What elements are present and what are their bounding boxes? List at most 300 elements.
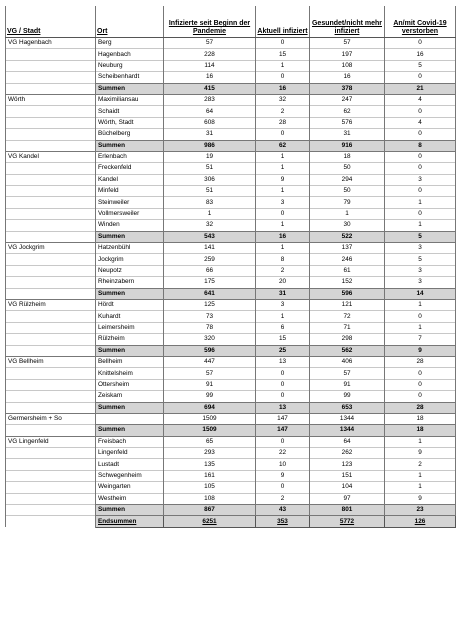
verstorben-cell: 1 — [385, 322, 456, 333]
header-gesundet: Gesundet/nicht mehr infiziert — [310, 6, 385, 38]
verstorben-cell: 0 — [385, 129, 456, 140]
summen-label: Summen — [96, 83, 164, 94]
summen-gesundet-cell: 653 — [310, 402, 385, 413]
ort-cell: Scheibenhardt — [96, 72, 164, 83]
ort-cell: Erlenbach — [96, 151, 164, 162]
gesundet-cell: 62 — [310, 106, 385, 117]
aktuell-cell: 1 — [256, 243, 310, 254]
gesundet-cell: 50 — [310, 186, 385, 197]
aktuell-cell: 0 — [256, 482, 310, 493]
verstorben-cell: 0 — [385, 186, 456, 197]
vg-stadt-cell — [6, 254, 96, 265]
gesundet-cell: 99 — [310, 391, 385, 402]
aktuell-cell: 2 — [256, 493, 310, 504]
infizierte-cell: 175 — [164, 277, 256, 288]
gesundet-cell: 137 — [310, 243, 385, 254]
summen-infizierte-cell: 543 — [164, 231, 256, 242]
table-body — [6, 38, 456, 528]
verstorben-cell: 0 — [385, 391, 456, 402]
aktuell-cell: 3 — [256, 299, 310, 310]
vg-stadt-cell: VG Hagenbach — [6, 38, 96, 49]
table-row — [6, 413, 456, 424]
vg-stadt-cell: VG Jockgrim — [6, 243, 96, 254]
gesundet-cell: 104 — [310, 482, 385, 493]
summen-verstorben-cell: 14 — [385, 288, 456, 299]
summen-row — [6, 345, 456, 356]
summen-aktuell-cell: 31 — [256, 288, 310, 299]
infizierte-cell: 91 — [164, 379, 256, 390]
aktuell-cell: 3 — [256, 197, 310, 208]
summen-verstorben-cell: 9 — [385, 345, 456, 356]
gesundet-cell: 151 — [310, 470, 385, 481]
table-row — [6, 60, 456, 71]
table-row — [6, 379, 456, 390]
infizierte-cell: 141 — [164, 243, 256, 254]
gesundet-cell: 121 — [310, 299, 385, 310]
endsummen-verstorben-cell: 126 — [385, 516, 456, 527]
infizierte-cell: 447 — [164, 356, 256, 367]
vg-stadt-cell — [6, 311, 96, 322]
table-row — [6, 459, 456, 470]
aktuell-cell: 1 — [256, 220, 310, 231]
ort-cell — [96, 413, 164, 424]
infizierte-cell: 228 — [164, 49, 256, 60]
verstorben-cell: 4 — [385, 94, 456, 105]
header-infizierte: Infizierte seit Beginn der Pandemie — [164, 6, 256, 38]
infizierte-cell: 73 — [164, 311, 256, 322]
verstorben-cell: 7 — [385, 334, 456, 345]
aktuell-cell: 0 — [256, 379, 310, 390]
ort-cell: Weingarten — [96, 482, 164, 493]
ort-cell: Minfeld — [96, 186, 164, 197]
verstorben-cell: 9 — [385, 448, 456, 459]
vg-stadt-cell — [6, 493, 96, 504]
header-aktuell: Aktuell infiziert — [256, 6, 310, 38]
aktuell-cell: 1 — [256, 163, 310, 174]
infizierte-cell: 259 — [164, 254, 256, 265]
verstorben-cell: 1 — [385, 299, 456, 310]
ort-cell: Jockgrim — [96, 254, 164, 265]
vg-stadt-cell — [6, 72, 96, 83]
ort-cell: Winden — [96, 220, 164, 231]
table-row — [6, 277, 456, 288]
ort-cell: Kandel — [96, 174, 164, 185]
verstorben-cell: 0 — [385, 311, 456, 322]
aktuell-cell: 32 — [256, 94, 310, 105]
infizierte-cell: 283 — [164, 94, 256, 105]
vg-stadt-cell — [6, 391, 96, 402]
summen-verstorben-cell: 28 — [385, 402, 456, 413]
table-row — [6, 334, 456, 345]
gesundet-cell: 50 — [310, 163, 385, 174]
vg-stadt-cell — [6, 197, 96, 208]
summen-aktuell-cell: 13 — [256, 402, 310, 413]
aktuell-cell: 2 — [256, 265, 310, 276]
infizierte-cell: 1509 — [164, 413, 256, 424]
ort-cell: Kuhardt — [96, 311, 164, 322]
summen-verstorben-cell: 5 — [385, 231, 456, 242]
vg-stadt-cell — [6, 208, 96, 219]
ort-cell: Rülzheim — [96, 334, 164, 345]
summen-infizierte-cell: 986 — [164, 140, 256, 151]
vg-stadt-cell: Germersheim + So — [6, 413, 96, 424]
summen-gesundet-cell: 596 — [310, 288, 385, 299]
gesundet-cell: 71 — [310, 322, 385, 333]
aktuell-cell: 10 — [256, 459, 310, 470]
infizierte-cell: 57 — [164, 38, 256, 49]
infizierte-cell: 32 — [164, 220, 256, 231]
infizierte-cell: 114 — [164, 60, 256, 71]
verstorben-cell: 3 — [385, 265, 456, 276]
verstorben-cell: 1 — [385, 220, 456, 231]
gesundet-cell: 16 — [310, 72, 385, 83]
aktuell-cell: 1 — [256, 60, 310, 71]
vg-stadt-cell — [6, 49, 96, 60]
ort-cell: Hatzenbühl — [96, 243, 164, 254]
ort-cell: Freckenfeld — [96, 163, 164, 174]
ort-cell: Schwegenheim — [96, 470, 164, 481]
endsummen-gesundet-cell: 5772 — [310, 516, 385, 527]
gesundet-cell: 197 — [310, 49, 385, 60]
vg-stadt-cell — [6, 345, 96, 356]
aktuell-cell: 1 — [256, 151, 310, 162]
infizierte-cell: 64 — [164, 106, 256, 117]
covid-statistics-sheet — [5, 6, 456, 528]
verstorben-cell: 3 — [385, 277, 456, 288]
infizierte-cell: 99 — [164, 391, 256, 402]
endsummen-label: Endsummen — [96, 516, 164, 527]
summen-label: Summen — [96, 425, 164, 436]
aktuell-cell: 28 — [256, 117, 310, 128]
vg-stadt-cell — [6, 470, 96, 481]
summen-infizierte-cell: 596 — [164, 345, 256, 356]
aktuell-cell: 9 — [256, 470, 310, 481]
verstorben-cell: 0 — [385, 72, 456, 83]
verstorben-cell: 16 — [385, 49, 456, 60]
summen-aktuell-cell: 147 — [256, 425, 310, 436]
aktuell-cell: 15 — [256, 49, 310, 60]
aktuell-cell: 0 — [256, 129, 310, 140]
summen-verstorben-cell: 8 — [385, 140, 456, 151]
vg-stadt-cell — [6, 163, 96, 174]
gesundet-cell: 57 — [310, 368, 385, 379]
infizierte-cell: 51 — [164, 163, 256, 174]
table-row — [6, 243, 456, 254]
aktuell-cell: 0 — [256, 38, 310, 49]
ort-cell: Westheim — [96, 493, 164, 504]
gesundet-cell: 57 — [310, 38, 385, 49]
table-row — [6, 254, 456, 265]
gesundet-cell: 61 — [310, 265, 385, 276]
vg-stadt-cell — [6, 482, 96, 493]
verstorben-cell: 3 — [385, 243, 456, 254]
gesundet-cell: 30 — [310, 220, 385, 231]
aktuell-cell: 147 — [256, 413, 310, 424]
table-row — [6, 448, 456, 459]
summen-label: Summen — [96, 345, 164, 356]
verstorben-cell: 28 — [385, 356, 456, 367]
table-row — [6, 391, 456, 402]
gesundet-cell: 262 — [310, 448, 385, 459]
table-row — [6, 94, 456, 105]
summen-aktuell-cell: 16 — [256, 231, 310, 242]
summen-aktuell-cell: 16 — [256, 83, 310, 94]
infizierte-cell: 108 — [164, 493, 256, 504]
aktuell-cell: 9 — [256, 174, 310, 185]
table-row — [6, 106, 456, 117]
ort-cell: Rheinzabern — [96, 277, 164, 288]
ort-cell: Leimersheim — [96, 322, 164, 333]
summen-row — [6, 231, 456, 242]
table-row — [6, 197, 456, 208]
gesundet-cell: 72 — [310, 311, 385, 322]
gesundet-cell: 294 — [310, 174, 385, 185]
verstorben-cell: 1 — [385, 436, 456, 447]
summen-row — [6, 505, 456, 516]
table-row — [6, 163, 456, 174]
aktuell-cell: 0 — [256, 208, 310, 219]
vg-stadt-cell — [6, 83, 96, 94]
infizierte-cell: 57 — [164, 368, 256, 379]
vg-stadt-cell — [6, 505, 96, 516]
summen-infizierte-cell: 415 — [164, 83, 256, 94]
vg-stadt-cell — [6, 368, 96, 379]
vg-stadt-cell — [6, 425, 96, 436]
ort-cell: Lustadt — [96, 459, 164, 470]
table-row — [6, 311, 456, 322]
summen-row — [6, 425, 456, 436]
table-row — [6, 49, 456, 60]
infizierte-cell: 135 — [164, 459, 256, 470]
vg-stadt-cell — [6, 402, 96, 413]
header-ort: Ort — [96, 6, 164, 38]
verstorben-cell: 5 — [385, 254, 456, 265]
gesundet-cell: 246 — [310, 254, 385, 265]
gesundet-cell: 406 — [310, 356, 385, 367]
summen-label: Summen — [96, 402, 164, 413]
summen-gesundet-cell: 378 — [310, 83, 385, 94]
summen-label: Summen — [96, 140, 164, 151]
vg-stadt-cell — [6, 379, 96, 390]
gesundet-cell: 298 — [310, 334, 385, 345]
vg-stadt-cell — [6, 106, 96, 117]
endsummen-infizierte-cell: 6251 — [164, 516, 256, 527]
aktuell-cell: 0 — [256, 391, 310, 402]
summen-row — [6, 83, 456, 94]
vg-stadt-cell — [6, 322, 96, 333]
infizierte-cell: 306 — [164, 174, 256, 185]
gesundet-cell: 576 — [310, 117, 385, 128]
verstorben-cell: 3 — [385, 174, 456, 185]
summen-infizierte-cell: 867 — [164, 505, 256, 516]
summen-aktuell-cell: 43 — [256, 505, 310, 516]
aktuell-cell: 8 — [256, 254, 310, 265]
gesundet-cell: 123 — [310, 459, 385, 470]
vg-stadt-cell — [6, 277, 96, 288]
vg-stadt-cell — [6, 288, 96, 299]
aktuell-cell: 0 — [256, 72, 310, 83]
vg-stadt-cell — [6, 174, 96, 185]
gesundet-cell: 152 — [310, 277, 385, 288]
table-row — [6, 72, 456, 83]
vg-stadt-cell — [6, 334, 96, 345]
aktuell-cell: 22 — [256, 448, 310, 459]
covid-statistics-table — [5, 6, 456, 528]
summen-gesundet-cell: 916 — [310, 140, 385, 151]
vg-stadt-cell — [6, 140, 96, 151]
summen-row — [6, 140, 456, 151]
summen-gesundet-cell: 801 — [310, 505, 385, 516]
ort-cell: Büchelberg — [96, 129, 164, 140]
vg-stadt-cell — [6, 448, 96, 459]
table-row — [6, 322, 456, 333]
vg-stadt-cell — [6, 516, 96, 527]
ort-cell: Freisbach — [96, 436, 164, 447]
vg-stadt-cell — [6, 459, 96, 470]
table-row — [6, 356, 456, 367]
infizierte-cell: 66 — [164, 265, 256, 276]
table-row — [6, 129, 456, 140]
summen-gesundet-cell: 1344 — [310, 425, 385, 436]
verstorben-cell: 18 — [385, 413, 456, 424]
summen-infizierte-cell: 641 — [164, 288, 256, 299]
ort-cell: Knittelsheim — [96, 368, 164, 379]
vg-stadt-cell: VG Bellheim — [6, 356, 96, 367]
table-row — [6, 174, 456, 185]
verstorben-cell: 4 — [385, 117, 456, 128]
ort-cell: Maximiliansau — [96, 94, 164, 105]
endsummen-aktuell-cell: 353 — [256, 516, 310, 527]
ort-cell: Berg — [96, 38, 164, 49]
vg-stadt-cell — [6, 220, 96, 231]
summen-label: Summen — [96, 505, 164, 516]
endsummen-row — [6, 516, 456, 527]
aktuell-cell: 15 — [256, 334, 310, 345]
infizierte-cell: 320 — [164, 334, 256, 345]
verstorben-cell: 0 — [385, 163, 456, 174]
header-verstorben: An/mit Covid-19 verstorben — [385, 6, 456, 38]
table-row — [6, 368, 456, 379]
ort-cell: Wörth, Stadt — [96, 117, 164, 128]
summen-verstorben-cell: 21 — [385, 83, 456, 94]
summen-label: Summen — [96, 288, 164, 299]
summen-aktuell-cell: 62 — [256, 140, 310, 151]
infizierte-cell: 31 — [164, 129, 256, 140]
vg-stadt-cell — [6, 117, 96, 128]
ort-cell: Lingenfeld — [96, 448, 164, 459]
aktuell-cell: 6 — [256, 322, 310, 333]
verstorben-cell: 0 — [385, 368, 456, 379]
ort-cell: Ottersheim — [96, 379, 164, 390]
summen-infizierte-cell: 1509 — [164, 425, 256, 436]
gesundet-cell: 79 — [310, 197, 385, 208]
header-vg-stadt: VG / Stadt — [6, 6, 96, 38]
vg-stadt-cell — [6, 60, 96, 71]
vg-stadt-cell: Wörth — [6, 94, 96, 105]
table-row — [6, 186, 456, 197]
aktuell-cell: 0 — [256, 368, 310, 379]
infizierte-cell: 125 — [164, 299, 256, 310]
ort-cell: Neuburg — [96, 60, 164, 71]
gesundet-cell: 91 — [310, 379, 385, 390]
aktuell-cell: 0 — [256, 436, 310, 447]
verstorben-cell: 0 — [385, 106, 456, 117]
verstorben-cell: 1 — [385, 482, 456, 493]
verstorben-cell: 9 — [385, 493, 456, 504]
ort-cell: Schaidt — [96, 106, 164, 117]
infizierte-cell: 16 — [164, 72, 256, 83]
ort-cell: Zeiskam — [96, 391, 164, 402]
table-row — [6, 151, 456, 162]
aktuell-cell: 1 — [256, 186, 310, 197]
gesundet-cell: 247 — [310, 94, 385, 105]
gesundet-cell: 1 — [310, 208, 385, 219]
summen-gesundet-cell: 522 — [310, 231, 385, 242]
ort-cell: Hagenbach — [96, 49, 164, 60]
verstorben-cell: 0 — [385, 379, 456, 390]
infizierte-cell: 83 — [164, 197, 256, 208]
gesundet-cell: 97 — [310, 493, 385, 504]
vg-stadt-cell: VG Kandel — [6, 151, 96, 162]
summen-row — [6, 288, 456, 299]
table-row — [6, 117, 456, 128]
infizierte-cell: 293 — [164, 448, 256, 459]
header-row — [6, 6, 456, 38]
verstorben-cell: 1 — [385, 470, 456, 481]
vg-stadt-cell: VG Rülzheim — [6, 299, 96, 310]
gesundet-cell: 18 — [310, 151, 385, 162]
infizierte-cell: 51 — [164, 186, 256, 197]
infizierte-cell: 78 — [164, 322, 256, 333]
summen-gesundet-cell: 562 — [310, 345, 385, 356]
table-row — [6, 38, 456, 49]
ort-cell: Bellheim — [96, 356, 164, 367]
table-row — [6, 436, 456, 447]
ort-cell: Steinweiler — [96, 197, 164, 208]
infizierte-cell: 161 — [164, 470, 256, 481]
verstorben-cell: 1 — [385, 197, 456, 208]
vg-stadt-cell: VG Lingenfeld — [6, 436, 96, 447]
gesundet-cell: 1344 — [310, 413, 385, 424]
gesundet-cell: 31 — [310, 129, 385, 140]
verstorben-cell: 5 — [385, 60, 456, 71]
verstorben-cell: 2 — [385, 459, 456, 470]
infizierte-cell: 65 — [164, 436, 256, 447]
summen-label: Summen — [96, 231, 164, 242]
verstorben-cell: 0 — [385, 208, 456, 219]
infizierte-cell: 19 — [164, 151, 256, 162]
table-row — [6, 208, 456, 219]
aktuell-cell: 1 — [256, 311, 310, 322]
infizierte-cell: 1 — [164, 208, 256, 219]
table-row — [6, 470, 456, 481]
verstorben-cell: 0 — [385, 38, 456, 49]
gesundet-cell: 108 — [310, 60, 385, 71]
vg-stadt-cell — [6, 231, 96, 242]
infizierte-cell: 608 — [164, 117, 256, 128]
gesundet-cell: 64 — [310, 436, 385, 447]
verstorben-cell: 0 — [385, 151, 456, 162]
table-row — [6, 482, 456, 493]
aktuell-cell: 20 — [256, 277, 310, 288]
ort-cell: Vollmersweiler — [96, 208, 164, 219]
summen-verstorben-cell: 23 — [385, 505, 456, 516]
table-row — [6, 265, 456, 276]
summen-row — [6, 402, 456, 413]
vg-stadt-cell — [6, 129, 96, 140]
vg-stadt-cell — [6, 265, 96, 276]
summen-aktuell-cell: 25 — [256, 345, 310, 356]
